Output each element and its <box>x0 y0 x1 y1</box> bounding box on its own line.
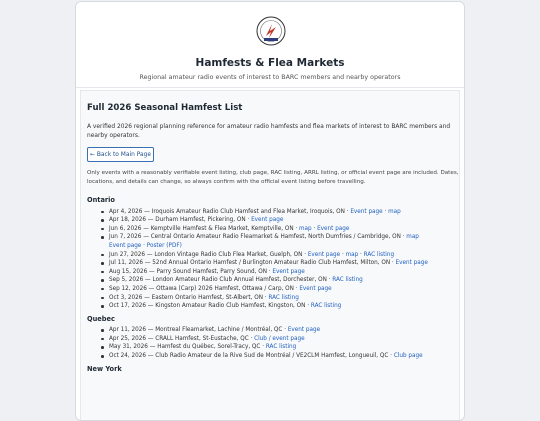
event-link[interactable]: Event page <box>350 208 383 215</box>
page-title: Hamfests & Flea Markets <box>195 57 345 69</box>
event-link[interactable]: Event page <box>251 217 284 224</box>
list-item <box>109 208 459 217</box>
event-link[interactable]: map <box>406 234 419 241</box>
list-item <box>109 225 459 234</box>
link-separator: · <box>141 242 147 249</box>
header-divider <box>76 87 464 88</box>
event-link[interactable]: Poster (PDF) <box>146 242 182 249</box>
event-link[interactable]: map <box>345 251 359 258</box>
region-heading: New York <box>87 364 122 373</box>
list-item <box>109 326 459 335</box>
bullet-icon <box>101 329 104 332</box>
back-to-main-button[interactable]: ← Back to Main Page <box>87 147 154 162</box>
event-link[interactable]: map <box>388 208 401 215</box>
bullet-icon <box>101 355 104 358</box>
bullet-icon <box>101 271 104 274</box>
list-item <box>109 285 459 294</box>
link-separator: · <box>382 208 389 215</box>
list-item <box>109 343 459 352</box>
event-link[interactable]: RAC listing <box>332 277 363 284</box>
event-text: Sep 5, 2026 — London Amateur Radio Club Annual Hamfest, Dorchester, ON · <box>109 277 331 284</box>
event-link[interactable]: Event page <box>299 285 332 292</box>
link-separator: · <box>311 225 318 232</box>
link-separator: · <box>340 251 346 258</box>
event-text: Jun 7, 2026 — Central Ontario Amateur Radio Fleamarket & Hamfest, North Dumfries / Cambridge, ON · <box>109 234 405 241</box>
list-item <box>109 276 459 285</box>
bullet-icon <box>101 288 104 291</box>
event-link[interactable]: Event page <box>307 251 341 258</box>
event-text: Oct 24, 2026 — Club Radio Amateur de la Rive Sud de Montréal / VE2CLM Hamfest, Longueuil, QC · <box>109 353 392 359</box>
event-text: Oct 17, 2026 — Kingston Amateur Radio Club Hamfest, Kingston, ON · <box>109 303 310 310</box>
list-item <box>109 259 459 268</box>
listing-disclaimer: Only events with a reasonably verifiable event listing, club page, RAC listing, ARRL listing, or official event page are included. Dates, locations, and details can change, so always confirm with the official event listing before travelling. <box>87 170 459 185</box>
event-link[interactable]: map <box>299 225 312 232</box>
event-link[interactable]: Event page <box>109 242 142 249</box>
list-item <box>109 294 459 303</box>
hamfest-list-panel <box>80 90 460 420</box>
event-text: Apr 18, 2026 — Durham Hamfest, Pickering, ON · <box>109 217 250 224</box>
event-text: Apr 11, 2026 — Montreal Fleamarket, Lachine / Montréal, QC · <box>109 327 287 334</box>
list-item <box>109 251 459 260</box>
section-intro: A verified 2026 regional planning reference for amateur radio hamfests and flea markets of interest to BARC members and nearby operators. <box>87 124 451 139</box>
event-text: Oct 3, 2026 — Eastern Ontario Hamfest, St-Albert, ON · <box>109 294 267 301</box>
event-link[interactable]: Event page <box>317 225 350 232</box>
event-text: May 31, 2026 — Hamfest du Québec, Sorel-Tracy, QC · <box>109 344 265 351</box>
event-text: Jul 11, 2026 — 52nd Annual Ontario Hamfest / Burlington Amateur Radio Club Hamfest, Milton, ON · <box>109 260 394 267</box>
event-text: Aug 15, 2026 — Parry Sound Hamfest, Parry Sound, ON · <box>109 268 271 275</box>
event-link[interactable]: Event page <box>272 268 305 275</box>
event-text: Jun 6, 2026 — Kemptville Hamfest & Flea Market, Kemptville, ON · <box>109 225 298 232</box>
event-link[interactable]: RAC listing <box>268 294 299 301</box>
list-item <box>109 302 459 311</box>
page-subtitle: Regional amateur radio events of interest to BARC members and nearby operators <box>139 74 401 81</box>
bullet-icon <box>101 297 104 300</box>
list-item <box>109 352 459 361</box>
bullet-icon <box>101 305 104 308</box>
event-link[interactable]: Club page <box>393 353 423 359</box>
event-text: Sep 12, 2026 — Ottawa (Carp) 2026 Hamfest, Ottawa / Carp, ON · <box>109 285 298 292</box>
bullet-icon <box>101 338 104 341</box>
region-heading: Ontario <box>87 196 115 204</box>
event-text: Apr 25, 2026 — CRALL Hamfest, St-Eustache, QC · <box>109 335 253 342</box>
content-card <box>75 1 465 421</box>
bullet-icon <box>101 254 104 257</box>
event-link[interactable]: Event page <box>287 327 321 334</box>
bullet-icon <box>101 262 104 265</box>
list-item <box>109 233 459 250</box>
region-heading: Quebec <box>87 314 115 323</box>
club-seal-icon <box>256 16 286 46</box>
list-item <box>109 216 459 225</box>
bullet-icon <box>101 236 104 239</box>
event-link[interactable]: Club / event page <box>254 335 305 342</box>
bullet-icon <box>101 219 104 222</box>
event-link[interactable]: RAC listing <box>265 344 297 351</box>
bullet-icon <box>101 346 104 349</box>
event-text: Apr 4, 2026 — Iroquois Amateur Radio Club Hamfest and Flea Market, Iroquois, ON · <box>109 208 349 215</box>
event-link[interactable]: RAC listing <box>310 303 342 310</box>
list-item <box>109 268 459 277</box>
section-title: Full 2026 Seasonal Hamfest List <box>87 103 243 113</box>
event-link[interactable]: RAC listing <box>363 251 395 258</box>
event-text: Jun 27, 2026 — London Vintage Radio Club Flea Market, Guelph, ON · <box>109 251 307 258</box>
bullet-icon <box>101 279 104 282</box>
list-item <box>109 335 459 344</box>
event-link[interactable]: Event page <box>395 260 428 267</box>
bullet-icon <box>101 211 104 214</box>
link-separator: · <box>358 251 364 258</box>
bullet-icon <box>101 228 104 231</box>
